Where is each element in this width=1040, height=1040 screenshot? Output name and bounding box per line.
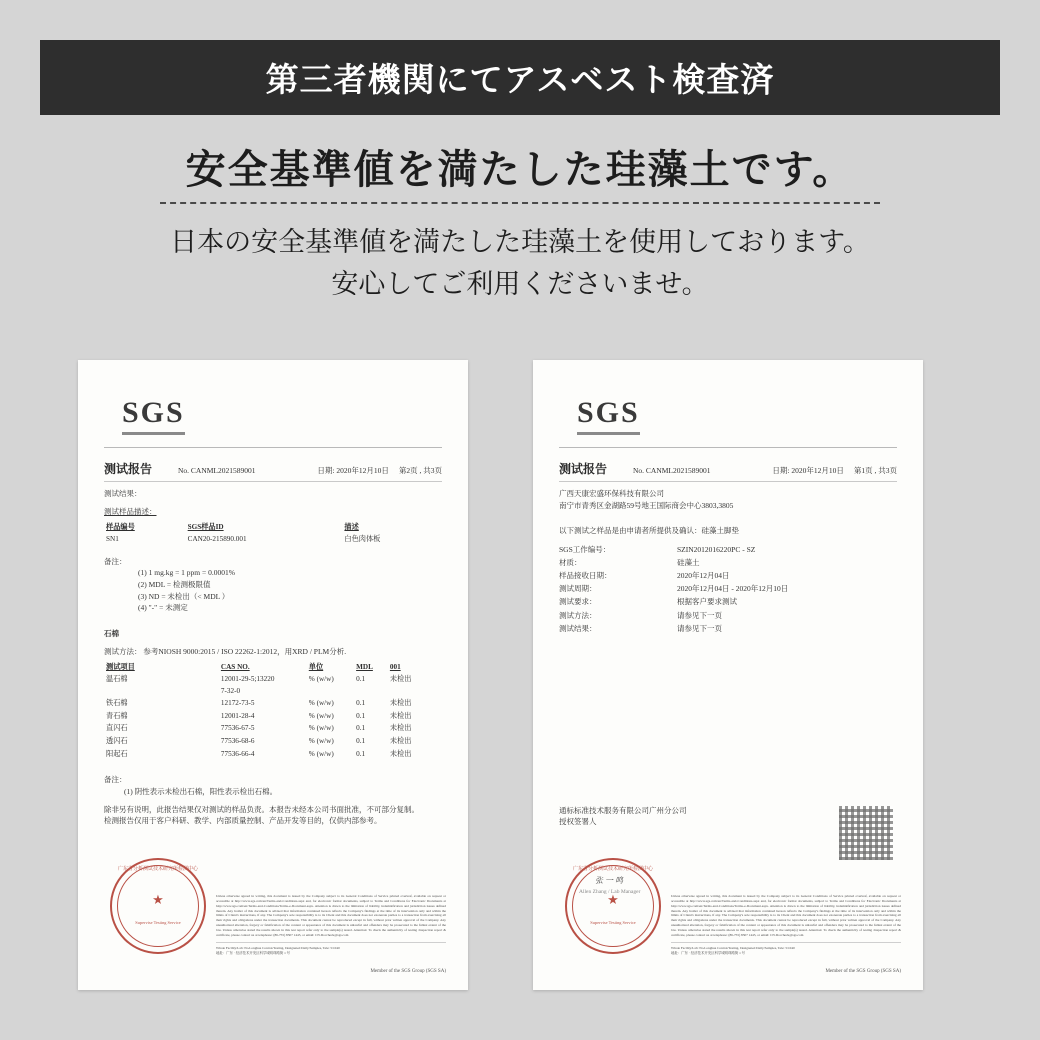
method-row: [104, 646, 442, 658]
certificate-page-2: [78, 360, 468, 990]
table-row: [104, 709, 442, 722]
asb-cell-0-3: 0.1: [356, 675, 366, 684]
note-item-3: (4) "-" = 未测定: [138, 603, 188, 613]
sample-col-1: SGS样品ID: [187, 522, 224, 531]
field-label-1: 材质：: [559, 558, 582, 567]
field-value-3: 2020年12月04日 - 2020年12月10日: [677, 584, 789, 594]
asb-cell-3-2: % (w/w): [308, 711, 334, 720]
inspection-stamp-left: [110, 858, 206, 954]
header-band-text: 第三者機関にてアスベスト検査済: [265, 63, 775, 99]
doc-title-left: 测试报告: [104, 462, 153, 476]
signed-label: 授权签署人: [559, 817, 597, 827]
report-no-right: No. CANML2021589001: [633, 466, 711, 475]
sgs-logo-left: SGS: [122, 396, 185, 435]
logo-divider-left: [104, 447, 442, 448]
table-row: [104, 673, 442, 686]
headline-text: 安全基準値を満たした珪藻土です。: [185, 147, 855, 192]
table-row: [104, 735, 442, 748]
asb-cell-3-3: 0.1: [356, 711, 366, 720]
headline-divider: [160, 202, 880, 204]
table-row: [104, 533, 442, 546]
page-headline: [0, 138, 1040, 205]
asb-cell-5-4: 未检出: [389, 737, 412, 746]
stamp-ring: [572, 865, 654, 947]
header-band: [40, 40, 1000, 115]
field-label-2: 样品接收日期：: [559, 571, 612, 581]
footnote-2: 检测报告仅用于客户科研、教学、内部质量控制、产品开发等目的，仅供内部参考。: [104, 816, 382, 826]
asb-cell-1-2: [307, 686, 354, 697]
footer-address-left: [216, 942, 446, 956]
doc-header-right: [559, 460, 897, 477]
asb-cell-4-1: 77536-67-5: [220, 724, 255, 733]
footer-address-line-1: Whole Facility/Lab: No.Longhua Control/Testing, Designated Daily/Samples, Tele: 5/1040: [216, 946, 340, 951]
field-row-6: [559, 622, 897, 635]
client-address: 南宁市青秀区金湖路59号地王国际商会中心3803,3805: [559, 500, 734, 510]
signature-subtitle: Allen Zhang / Lab Manager: [579, 888, 641, 895]
member-note-right: Member of the SGS Group (SGS SA): [825, 969, 901, 974]
asbestos-table: [104, 660, 442, 760]
field-label-6: 测试结果：: [559, 623, 597, 633]
doc-header-divider-left: [104, 481, 442, 482]
notes-label-left: 备注：: [104, 556, 127, 566]
stamp-ring: [117, 865, 199, 947]
star-icon: ★: [152, 892, 164, 908]
asb-cell-0-4: 未检出: [389, 675, 412, 684]
asb-cell-6-3: 0.1: [356, 750, 366, 759]
field-row-2: [559, 569, 897, 582]
doc-header-divider-right: [559, 481, 897, 482]
table-row: [104, 697, 442, 710]
field-value-0: SZIN2012016220PC - SZ: [677, 544, 756, 554]
asb-cell-6-2: % (w/w): [308, 750, 334, 759]
field-label-0: SGS工作编号：: [559, 544, 611, 554]
field-row-4: [559, 595, 897, 608]
asb-cell-1-3: [354, 686, 388, 697]
doc-header-left: [104, 460, 442, 477]
sample-table-left: [104, 520, 442, 546]
field-value-1: 硅藻土: [677, 558, 700, 567]
asb-cell-3-1: 12001-28-4: [220, 711, 255, 720]
table-header-row: [104, 660, 442, 673]
result-label-left: 测试结果：: [104, 489, 142, 498]
table-header-row: [104, 520, 442, 533]
sample-cell-0-1: CAN20-215890.001: [187, 535, 247, 544]
note-item-0: (1) 1 mg.kg = 1 ppm = 0.0001%: [138, 568, 235, 578]
field-value-6: 请参见下一页: [677, 623, 722, 633]
asb-cell-2-4: 未检出: [389, 698, 412, 707]
report-page-left: 第2页 , 共3页: [398, 466, 442, 475]
sample-cell-0-2: 白色肉体板: [344, 535, 381, 544]
asb-cell-0-0: 温石棉: [106, 675, 128, 684]
stamp-top-text: 广东省分析测试技术研究所检测中心: [572, 867, 653, 872]
sample-cell-0-0: SN1: [106, 535, 119, 544]
note-item-1: (2) MDL = 检测极限值: [138, 580, 211, 590]
asb-cell-4-4: 未检出: [389, 724, 412, 733]
asb-cell-2-3: 0.1: [356, 698, 366, 707]
report-date-right: 日期: 2020年12月10日: [772, 466, 844, 475]
asb-col-0: 测试项目: [106, 662, 135, 671]
footer-address-line-2: 地址：广东 · 经济技术开发区科学城明珠路街 1 号: [671, 951, 746, 956]
asb-cell-4-3: 0.1: [356, 724, 366, 733]
field-row-0: [559, 543, 897, 556]
fineprint-right: Unless otherwise agreed in writing, this document is issued by the Company subject to its General Conditions of Service printed overleaf, available on request or accessible at http://www.sgs.com/en/Terms-and-Conditions.aspx and, for electronic format documents, subject to Terms and Conditions for Electronic Documents at http://www.sgs.com/en/Terms-and-Conditions/Terms-e-Document.aspx. Attention is drawn to the limitation of liability, indemnification and jurisdiction issues defined therein. Any holder of this document is advised that information contained hereon reflects the Company's findings at the time of its intervention only and within the limits of Client's instructions, if any. The Company's sole responsibility is to its Client and this document does not exonerate parties to a transaction from exercising all their rights and obligations under the transaction documents. This document cannot be reproduced except in full, without prior written approval of the Company. Any unauthorized alteration, forgery or falsification of the content or appearance of this document is unlawful and offenders may be prosecuted to the fullest extent of the law. Unless otherwise stated the results shown in this test report refer only to the sample(s) tested. Attention: To check the authenticity of testing /inspection report & certificate, please contact us at telephone: (86-755) 8307 1443, or email: CN.Doccheck@sgs.com: [671, 893, 901, 938]
table-row: [104, 722, 442, 735]
footer-address-line-1: Whole Facility/Lab: No.Longhua Control/Testing, Designated Daily/Samples, Tele: 5/1040: [671, 946, 795, 951]
asb-cell-2-1: 12172-73-5: [220, 698, 255, 707]
asb-col-1: CAS NO.: [220, 662, 250, 671]
inspection-stamp-right: [565, 858, 661, 954]
asb-cell-5-2: % (w/w): [308, 737, 334, 746]
asb-cell-1-1: 7-32-0: [220, 687, 241, 696]
asb-cell-1-0: [104, 686, 219, 697]
signature-name: 张 一 鸣: [595, 876, 623, 885]
sample-col-0: 样品编号: [106, 522, 135, 531]
star-icon: ★: [607, 892, 619, 908]
asb-col-2: 单位: [308, 662, 324, 671]
sub-copy: [0, 222, 1040, 306]
field-label-5: 测试方法：: [559, 610, 597, 620]
field-label-3: 测试周期：: [559, 584, 597, 594]
note-item-2: (3) ND = 未检出（< MDL ）: [138, 591, 230, 601]
sub-copy-line-2: 安心してご利用くださいませ。: [331, 268, 709, 299]
client-name: 广西天康宏盛环保科技有限公司: [559, 489, 664, 498]
table-row: [104, 686, 442, 697]
field-value-4: 根据客户要求测试: [677, 597, 737, 607]
qr-code-icon: [839, 806, 893, 860]
table-row: [104, 748, 442, 761]
field-row-5: [559, 609, 897, 622]
asb-cell-0-2: % (w/w): [308, 675, 334, 684]
asb-cell-6-4: 未检出: [389, 750, 412, 759]
footer-address-right: [671, 942, 901, 956]
doc-title-right: 测试报告: [559, 462, 608, 476]
footnotes-label: 备注：: [104, 775, 127, 785]
report-no-left: No. CANML2021589001: [178, 466, 256, 475]
logo-divider-right: [559, 447, 897, 448]
asb-cell-2-0: 铁石棉: [106, 698, 128, 707]
field-row-3: [559, 582, 897, 595]
footnote-1: 除非另有说明，此报告结果仅对测试的样品负责。本报告未经本公司书面批准，不可部分复制。: [104, 804, 419, 814]
stamp-top-text: 广东省分析测试技术研究所检测中心: [117, 867, 198, 872]
asb-cell-6-1: 77536-66-4: [220, 750, 255, 759]
certificate-page-1: [533, 360, 923, 990]
field-value-5: 请参见下一页: [677, 610, 722, 620]
footer-left: [104, 867, 446, 956]
fineprint-left: Unless otherwise agreed in writing, this document is issued by the Company subject to its General Conditions of Service printed overleaf, available on request or accessible at http://www.sgs.com/en/Terms-and-Conditions.aspx and, for electronic format documents, subject to Terms and Conditions for Electronic Documents at http://www.sgs.com/en/Terms-and-Conditions/Terms-e-Document.aspx. Attention is drawn to the limitation of liability, indemnification and jurisdiction issues defined therein. Any holder of this document is advised that information contained hereon reflects the Company's findings at the time of its intervention only and within the limits of Client's instructions, if any. The Company's sole responsibility is to its Client and this document does not exonerate parties to a transaction from exercising all their rights and obligations under the transaction documents. This document cannot be reproduced except in full, without prior written approval of the Company. Any unauthorized alteration, forgery or falsification of the content or appearance of this document is unlawful and offenders may be prosecuted to the fullest extent of the law. Unless otherwise stated the results shown in this test report refer only to the sample(s) tested. Attention: To check the authenticity of testing /inspection report & certificate, please contact us at telephone: (86-755) 8307 1443, or email: CN.Doccheck@sgs.com: [216, 893, 446, 938]
member-note-left: Member of the SGS Group (SGS SA): [370, 969, 446, 974]
asb-cell-3-4: 未检出: [389, 711, 412, 720]
report-page-right: 第1页 , 共3页: [853, 466, 897, 475]
asb-cell-5-3: 0.1: [356, 737, 366, 746]
asbestos-section-label: 石棉: [104, 628, 119, 638]
asb-cell-5-0: 透闪石: [106, 737, 128, 746]
asb-col-3: MDL: [356, 662, 373, 671]
asb-cell-1-4: [388, 686, 442, 697]
footer-address-line-2: 地址：广东 · 经济技术开发区科学城明珠路街 1 号: [216, 951, 291, 956]
intro-line: 以下测试之样品是由申请者所提供及确认：硅藻土脚垫: [559, 526, 739, 536]
issuer-line: 通标标准技术服务有限公司广州分公司: [559, 805, 687, 815]
sample-section-label-left: 测试样品描述：: [104, 506, 157, 516]
stamp-bottom-text: Supervise Testing Service: [590, 920, 636, 926]
stamp-bottom-text: Supervise Testing Service: [135, 920, 181, 926]
report-date-left: 日期: 2020年12月10日: [317, 466, 389, 475]
asb-cell-4-2: % (w/w): [308, 724, 334, 733]
method-label: 测试方法：: [104, 646, 142, 656]
asb-cell-4-0: 直闪石: [106, 724, 128, 733]
sub-copy-line-1: 日本の安全基準値を満たした珪藻土を使用しております。: [170, 227, 870, 257]
method-value: 参考NIOSH 9000:2015 / ISO 22262-1:2012，用XRD / PLM分析.: [143, 646, 347, 656]
asb-col-4: 001: [389, 662, 401, 671]
footnote-0: (1) 阴性表示未检出石棉，阳性表示检出石棉。: [124, 787, 278, 797]
field-label-4: 测试要求：: [559, 597, 597, 607]
field-value-2: 2020年12月04日: [677, 571, 730, 581]
asb-cell-2-2: % (w/w): [308, 698, 334, 707]
field-row-1: [559, 556, 897, 569]
asb-cell-3-0: 青石棉: [106, 711, 128, 720]
asb-cell-0-1: 12001-29-5;13220: [220, 675, 275, 684]
sgs-logo-right: SGS: [577, 396, 640, 435]
sample-col-2: 描述: [344, 522, 359, 531]
asb-cell-6-0: 阳起石: [106, 750, 128, 759]
asb-cell-5-1: 77536-68-6: [220, 737, 255, 746]
